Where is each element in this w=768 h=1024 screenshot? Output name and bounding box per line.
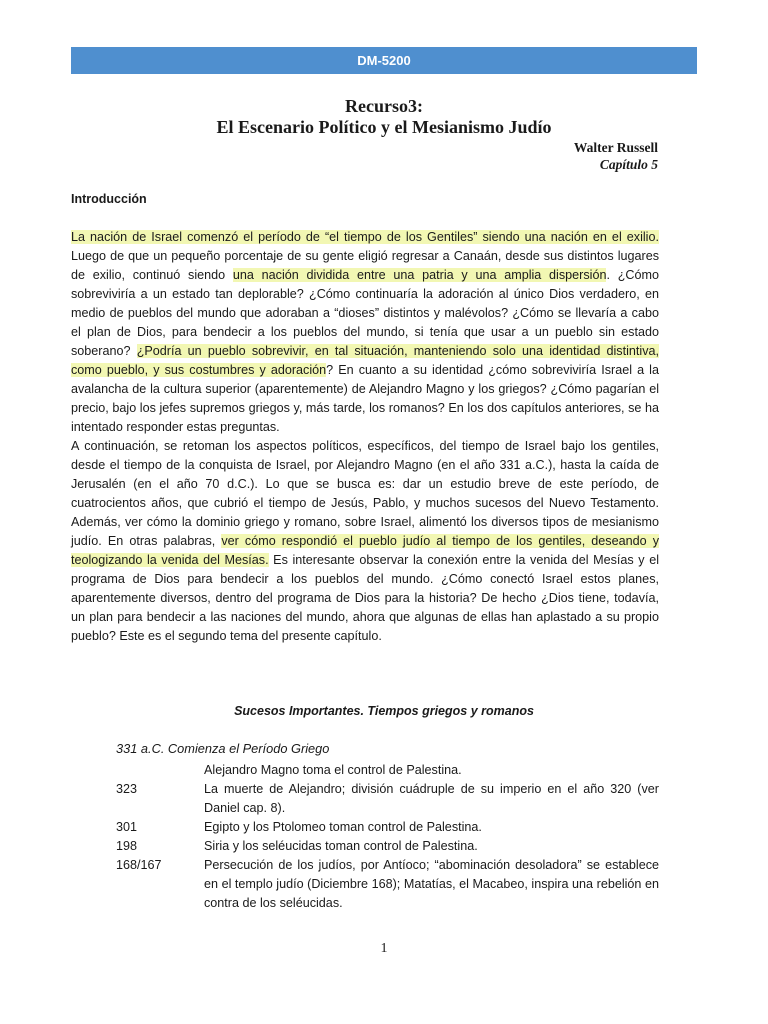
highlighted-text: ver cómo respondió el pueblo judío al tiempo de los gentiles, deseando y teologizando la venida del Mesías. <box>71 534 659 567</box>
course-code-banner: DM-5200 <box>71 47 697 74</box>
event-row <box>116 818 659 837</box>
chapter-label: Capítulo 5 <box>599 157 658 172</box>
intro-paragraph-1 <box>71 228 659 437</box>
highlighted-text: La nación de Israel comenzó el período de “el tiempo de los Gentiles” siendo una nación en el exilio. <box>71 230 659 244</box>
event-year: 168/167 <box>116 858 162 872</box>
event-row <box>116 780 659 818</box>
author-name: Walter Russell <box>573 140 658 155</box>
highlighted-text: ¿Podría un pueblo sobrevivir, en tal situación, manteniendo solo una identidad distintiva, como pueblo, y sus costumbres y adoración <box>71 344 659 377</box>
event-description: Siria y los seléucidas toman control de Palestina. <box>204 839 478 853</box>
event-description: Persecución de los judíos, por Antíoco; “abominación desoladora” se establece en el templo judío (Diciembre 168); Matatías, el Macabeo, inspira una rebelión en contra de los seléucidas. <box>204 858 659 910</box>
event-year <box>116 761 204 780</box>
paragraph-text: Luego de que un pequeño porcentaje de su gente eligió regresar a Canaán, desde sus distintos lugares de exilio, continuó siendo <box>71 249 659 282</box>
intro-paragraph-2 <box>71 437 659 646</box>
paragraph-text: A continuación, se retoman los aspectos políticos, específicos, del tiempo de Israel bajo los gentiles, desde el tiempo de la conquista de Israel, por Alejandro Magno (en el año 331 a.C.), hasta la caída de Jerusalén (en el año 70 d.C.). Lo que se busca es: dar un estudio breve de este período, de cuatrocientos años, que cubrió el tiempo de Jesús, Pablo, y muchos sucesos del Nuevo Testamento. Además, ver cómo la dominio griego y romano, sobre Israel, alimentó los diversos tipos de mesianismo judío. En otras palabras, <box>71 439 659 548</box>
intro-heading: Introducción <box>71 192 147 206</box>
event-description: Alejandro Magno toma el control de Palestina. <box>204 763 462 777</box>
event-year: 198 <box>116 839 138 853</box>
paragraph-text: . ¿Cómo sobreviviría a un estado tan deplorable? ¿Cómo continuaría la adoración al único Dios verdadero, en medio de pueblos del mundo que adoraban a “dioses” distintos y malévolos? ¿Cómo se llevaría a cabo el plan de Dios, para bendecir a los pueblos del mundo, si tenía que usar a un pueblo sin estado soberano? <box>71 268 659 358</box>
event-year: 301 <box>116 820 138 834</box>
title-line-2: El Escenario Político y el Mesianismo Judío <box>216 117 552 137</box>
event-row <box>116 856 659 913</box>
page-number: 1 <box>380 941 388 956</box>
paragraph-text: ? En cuanto a su identidad ¿cómo sobreviviría Israel a la avalancha de la cultura superior (aparentemente) de Alejandro Magno y los griegos? ¿Cómo pagarían el precio, bajo los jefes supremos griegos y, más tarde, los romanos? En los dos capítulos anteriores, se ha intentado responder estas preguntas. <box>71 363 659 434</box>
event-row <box>116 761 659 780</box>
period-title: 331 a.C. Comienza el Período Griego <box>116 741 330 756</box>
event-row <box>116 837 659 856</box>
event-year: 323 <box>116 782 138 796</box>
events-title: Sucesos Importantes. Tiempos griegos y romanos <box>234 704 534 718</box>
author-block <box>574 139 658 173</box>
event-description: La muerte de Alejandro; división cuádruple de su imperio en el año 320 (ver Daniel cap. 8). <box>204 782 659 815</box>
intro-body <box>71 228 659 646</box>
highlighted-text: una nación dividida entre una patria y una amplia dispersión <box>232 268 607 282</box>
event-description: Egipto y los Ptolomeo toman control de Palestina. <box>204 820 482 834</box>
title-line-1: Recurso3: <box>345 96 423 116</box>
events-list <box>116 761 659 913</box>
paragraph-text: Es interesante observar la conexión entre la venida del Mesías y el programa de Dios para bendecir a los pueblos del mundo. ¿Cómo conectó Israel estos planes, aparentemente diversos, dentro del programa de Dios para la historia? De hecho ¿Dios tiene, todavía, un plan para bendecir a las naciones del mundo, ahora que algunas de ellas han aplastado a su propio pueblo? Este es el segundo tema del presente capítulo. <box>71 553 659 643</box>
document-title <box>71 96 697 138</box>
